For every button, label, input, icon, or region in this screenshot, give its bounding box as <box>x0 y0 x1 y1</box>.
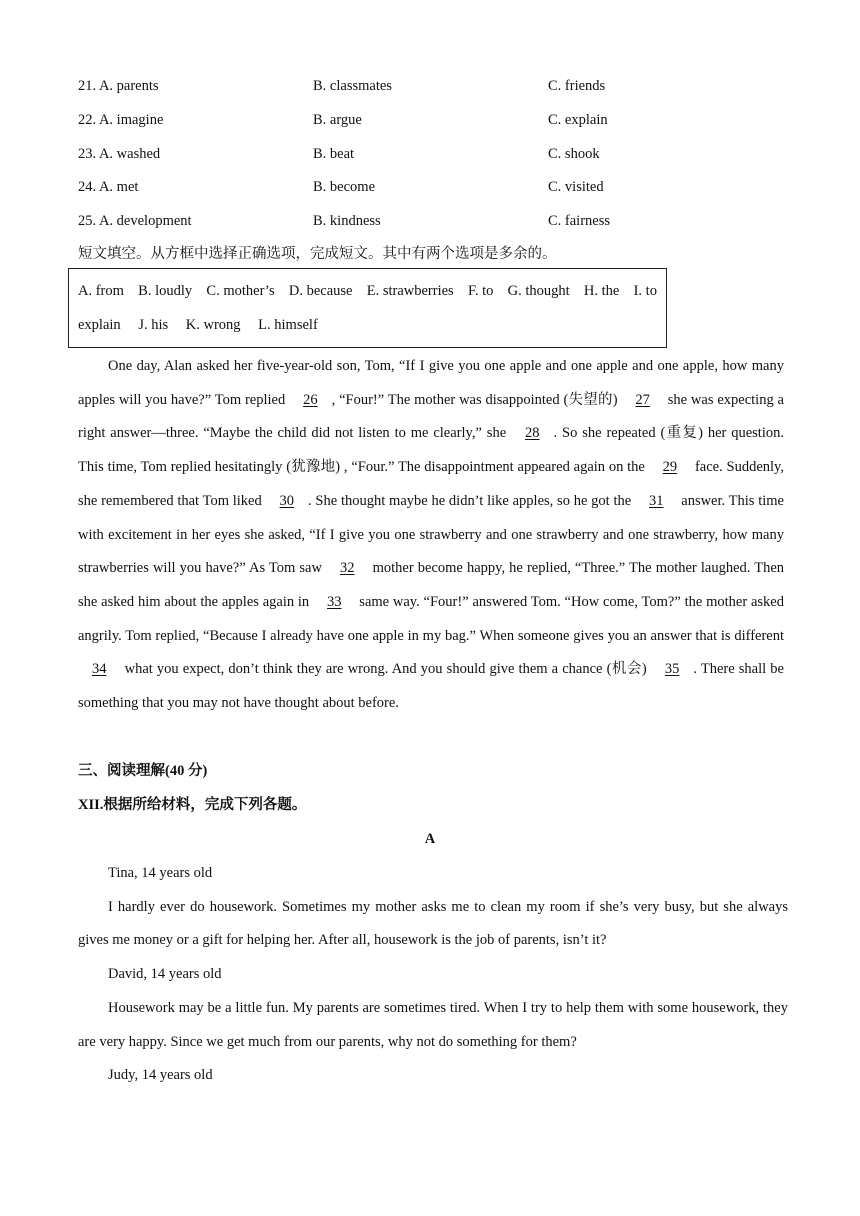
option-c: C. shook <box>548 145 600 162</box>
word-option: I. to <box>633 283 657 299</box>
passage-text: . So she repeated (重复) her question. This time, Tom replied hesitatingly (犹豫地) , “Four.” The disappointment appeared again on the <box>78 425 784 476</box>
option-row-24 <box>78 171 788 205</box>
option-row-23 <box>78 137 788 171</box>
blank-26: 26 <box>303 391 318 408</box>
passage-text: mother become happy, he replied, “Three.” The mother laughed. Then she asked him about the apples again in <box>78 560 784 610</box>
blank-35: 35 <box>664 661 680 678</box>
cloze-instruction: 短文填空。从方框中选择正确选项，完成短文。其中有两个选项是多余的。 <box>78 246 557 263</box>
option-a: 25. A. development <box>78 213 192 230</box>
word-option: L. himself <box>258 316 318 333</box>
option-row-25 <box>78 205 788 239</box>
passage-text: what you expect, don’t think they are wrong. And you should give them a chance (机会) <box>120 661 651 678</box>
passage-text: One day, Alan asked her five-year-old son, Tom, “If I give you one apple and one apple and one apple, how many apples will you have?” Tom replied <box>78 358 784 408</box>
option-c: C. friends <box>548 78 606 95</box>
speaker-text: I hardly ever do housework. Sometimes my mother asks me to clean my room if she’s very busy, but she always gives me money or a gift for helping her. After all, housework is the job of parents, isn’t it? <box>78 898 788 949</box>
word-option: D. because <box>288 283 353 299</box>
option-a: 24. A. met <box>78 179 139 196</box>
speaker-name: David, 14 years old <box>108 966 222 983</box>
option-b: B. beat <box>313 145 355 162</box>
blank-30: 30 <box>279 492 295 509</box>
speaker-name: Tina, 14 years old <box>108 865 213 881</box>
option-c: C. visited <box>548 179 604 196</box>
option-b: B. kindness <box>313 213 381 230</box>
word-option: B. loudly <box>138 283 193 299</box>
word-option: explain <box>78 316 121 333</box>
part-label: A <box>424 831 436 847</box>
reading-passage <box>78 857 788 1093</box>
option-b: B. become <box>313 179 376 196</box>
passage-text: she was expecting a right answer—three. “Maybe the child did not listen to me clearly,” she <box>78 391 784 442</box>
word-option: J. his <box>138 316 169 333</box>
option-row-21 <box>78 70 788 104</box>
cloze-passage <box>78 350 784 721</box>
passage-text: . There shall be something that you may not have thought about before. <box>78 661 784 712</box>
blank-33: 33 <box>327 593 342 610</box>
word-option: E. strawberries <box>366 283 454 299</box>
option-a: 22. A. imagine <box>78 112 164 129</box>
option-a: 23. A. washed <box>78 145 161 162</box>
word-box-line-2 <box>78 309 657 343</box>
speaker-text: Housework may be a little fun. My parents are sometimes tired. When I try to help them with some housework, they are very happy. Since we get much from our parents, why not do something for them? <box>78 999 788 1050</box>
word-option: H. the <box>583 283 620 299</box>
blank-27: 27 <box>635 391 650 408</box>
passage-text: same way. “Four!” answered Tom. “How come, Tom?” the mother asked angrily. Tom replied, “Because I already have one apple in my bag.” When someone gives you an answer that is different <box>78 593 784 644</box>
passage-text: answer. This time with excitement in her eyes she asked, “If I give you one strawberry and one strawberry and one strawberry, how many strawberries will you have?” As Tom saw <box>78 492 784 577</box>
blank-29: 29 <box>662 459 678 476</box>
speaker-name: Judy, 14 years old <box>108 1067 213 1084</box>
word-option: F. to <box>467 283 494 299</box>
option-b: B. classmates <box>313 78 392 95</box>
section-subtitle: XII.根据所给材料，完成下列各题。 <box>78 797 307 813</box>
option-c: C. explain <box>548 112 608 129</box>
word-option: G. thought <box>507 283 570 299</box>
passage-text: face. Suddenly, she remembered that Tom liked <box>78 459 784 509</box>
word-box-line-1 <box>78 275 657 309</box>
blank-34: 34 <box>92 661 107 678</box>
section-title: 三、阅读理解(40 分) <box>78 763 208 779</box>
passage-text: . She thought maybe he didn’t like apples, so he got the <box>308 492 635 509</box>
option-row-22 <box>78 104 788 138</box>
blank-32: 32 <box>340 560 355 577</box>
word-option: K. wrong <box>185 316 241 333</box>
blank-28: 28 <box>525 425 540 442</box>
options-table <box>78 70 788 272</box>
option-a: 21. A. parents <box>78 78 159 95</box>
blank-31: 31 <box>648 492 664 509</box>
passage-text: , “Four!” The mother was disappointed (失望的) <box>331 391 622 408</box>
word-option: C. mother’s <box>206 283 275 299</box>
word-box <box>68 268 667 348</box>
option-c: C. fairness <box>548 213 611 230</box>
word-option: A. from <box>78 283 124 299</box>
option-b: B. argue <box>313 112 362 129</box>
